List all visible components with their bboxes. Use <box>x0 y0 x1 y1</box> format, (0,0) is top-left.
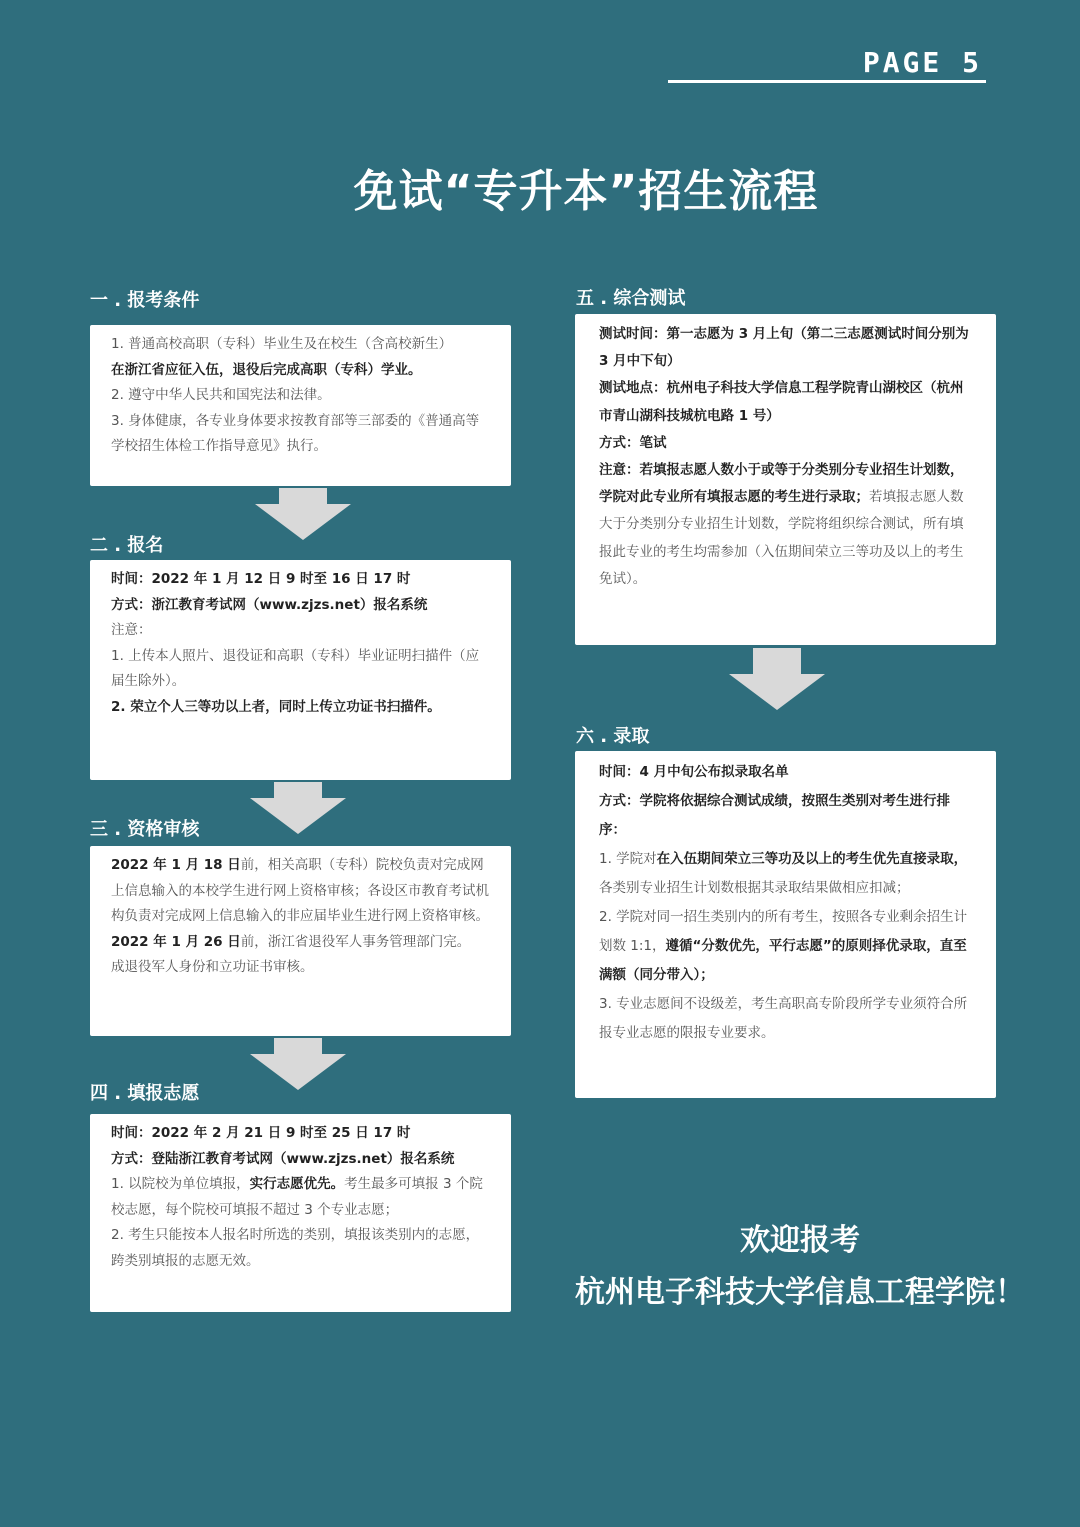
condition-1-bold: 在浙江省应征入伍，退役后完成高职（专科）学业。 <box>111 361 422 378</box>
test-note <box>599 457 976 593</box>
test-method: 方式：笔试 <box>599 434 667 451</box>
welcome-line-1: 欢迎报考 <box>740 1223 860 1258</box>
application-time: 时间：2022 年 2 月 21 日 9 时至 25 日 17 时 <box>111 1125 411 1141</box>
page-title: 免试“专升本”招生流程 <box>353 166 819 217</box>
page-number-label <box>668 46 986 83</box>
admission-rule-1c: 各类别专业招生计划数根据其录取结果做相应扣减； <box>599 880 910 896</box>
down-arrow-icon <box>255 488 351 540</box>
admission-rule-1b: 在入伍期间荣立三等功及以上的考生优先直接录取， <box>656 851 968 867</box>
review-paragraph-2 <box>111 930 491 956</box>
application-rule-1 <box>111 1172 491 1223</box>
application-rule-1a: 1. 以院校为单位填报， <box>111 1176 250 1192</box>
section-1-heading: 一 . 报考条件 <box>90 290 200 311</box>
section-1-box <box>90 325 511 486</box>
section-4-heading: 四 . 填报志愿 <box>90 1083 200 1104</box>
section-2-box <box>90 560 511 780</box>
registration-time: 时间：2022 年 1 月 12 日 9 时至 16 日 17 时 <box>111 571 411 587</box>
review-text-3: 成退役军人身份和立功证书审核。 <box>111 959 314 975</box>
section-4-box <box>90 1114 511 1312</box>
section-6-box <box>575 751 996 1098</box>
review-date-1: 2022 年 1 月 18 日 <box>111 857 241 873</box>
condition-2: 2. 遵守中华人民共和国宪法和法律。 <box>111 387 331 403</box>
section-3-heading: 三 . 资格审核 <box>90 819 200 840</box>
admission-rule-2 <box>599 903 976 990</box>
condition-1: 1. 普通高校高职（专科）毕业生及在校生（含高校新生） <box>111 336 453 352</box>
admission-rule-3: 3. 专业志愿间不设级差，考生高职高专阶段所学专业须符合所报专业志愿的限报专业要求。 <box>599 996 968 1041</box>
section-3-box <box>90 846 511 1036</box>
welcome-line-2: 杭州电子科技大学信息工程学院！ <box>575 1275 1025 1310</box>
section-2-heading: 二 . 报名 <box>90 535 164 556</box>
test-time: 测试时间：第一志愿为 3 月上旬（第二三志愿测试时间分别为 3 月中下旬） <box>599 326 969 370</box>
page-number-text: PAGE 5 <box>862 46 982 79</box>
application-rule-2: 2. 考生只能按本人报名时所选的类别，填报该类别内的志愿，跨类别填报的志愿无效。 <box>111 1227 480 1269</box>
test-note-bold: 注意：若填报志愿人数小于或等于分类别分专业招生计划数，学院对此专业所有填报志愿的考生进行录取； <box>599 462 964 506</box>
admission-time: 时间：4 月中旬公布拟录取名单 <box>599 764 789 780</box>
down-arrow-icon <box>250 782 346 834</box>
application-rule-1c: 考生最多可填报 3 个院校志愿，每个院校可填报不超过 3 个专业志愿； <box>111 1176 483 1218</box>
admission-rule-1a: 1. 学院对 <box>599 851 657 867</box>
down-arrow-icon <box>729 648 825 710</box>
test-place: 测试地点：杭州电子科技大学信息工程学院青山湖校区（杭州市青山湖科技城杭电路 1 号） <box>599 380 964 424</box>
section-5-box <box>575 314 996 645</box>
registration-note-2: 2. 荣立个人三等功以上者，同时上传立功证书扫描件。 <box>111 698 441 715</box>
admission-rule-1 <box>599 845 976 903</box>
admission-rule-2a: 2. 学院对同一招生类别内的所有考生，按照各专业剩余招生计划数 1:1， <box>599 909 968 954</box>
review-date-2: 2022 年 1 月 26 日 <box>111 933 241 950</box>
admission-rule-2b: 遵循“分数优先，平行志愿”的原则择优录取，直至满额（同分带入）； <box>599 938 967 983</box>
registration-note-1: 1. 上传本人照片、退役证和高职（专科）毕业证明扫描件（应届生除外）。 <box>111 647 480 689</box>
section-6-heading: 六 . 录取 <box>576 726 650 747</box>
review-text-2: 前，浙江省退役军人事务管理部门完。 <box>240 933 471 950</box>
application-method: 方式：登陆浙江教育考试网（www.zjzs.net）报名系统 <box>111 1150 455 1167</box>
review-paragraph-1 <box>111 853 491 930</box>
application-rule-1b: 实行志愿优先。 <box>249 1176 345 1192</box>
review-text-1: 前，相关高职（专科）院校负责对完成网上信息输入的本校学生进行网上资格审核；各设区市教育考试机构负责对完成网上信息输入的非应届毕业生进行网上资格审核。 <box>111 857 489 924</box>
registration-note-label: 注意： <box>111 622 152 638</box>
section-5-heading: 五 . 综合测试 <box>576 288 686 309</box>
registration-method: 方式：浙江教育考试网（www.zjzs.net）报名系统 <box>111 596 428 613</box>
condition-3: 3. 身体健康，各专业身体要求按教育部等三部委的《普通高等学校招生体检工作指导意见》执行。 <box>111 412 480 454</box>
admission-method: 方式：学院将依据综合测试成绩，按照生类别对考生进行排序： <box>599 793 950 838</box>
test-note-normal: 若填报志愿人数大于分类别分专业招生计划数，学院将组织综合测试，所有填报此专业的考生均需参加（入伍期间荣立三等功及以上的考生免试）。 <box>599 489 964 587</box>
down-arrow-icon <box>250 1038 346 1090</box>
